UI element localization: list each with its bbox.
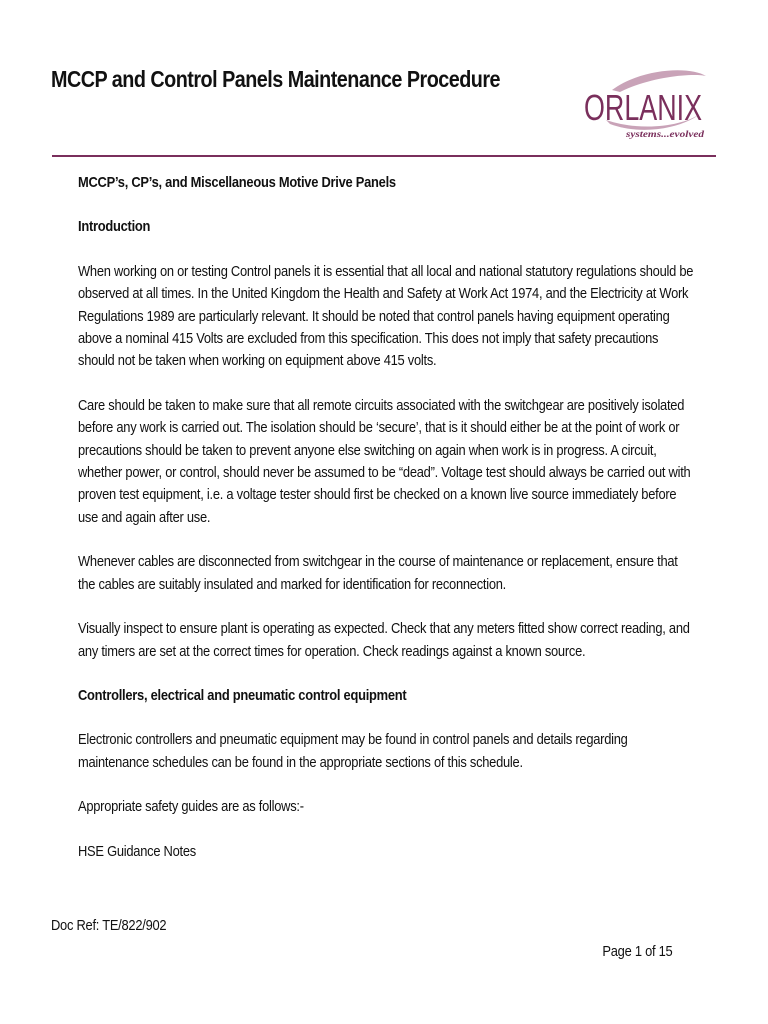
section-heading-controllers: Controllers, electrical and pneumatic control equipment [78, 686, 407, 704]
document-subtitle: MCCP’s, CP’s, and Miscellaneous Motive Drive Panels [78, 174, 396, 191]
document-body [78, 172, 697, 885]
paragraph-visual-inspection: Visually inspect to ensure plant is operating as expected. Check that any meters fitted show correct reading, and any timers are set at the correct times for operation. Check readings against a known source. [78, 620, 690, 660]
paragraph-statutory-regulations: When working on or testing Control panels it is essential that all local and national statutory regulations should be observed at all times. In the United Kingdom the Health and Safety at Work Act 1974, and the Electricity at Work Regulations 1989 are particularly relevant. It should be noted that control panels having equipment operating above a nominal 415 Volts are excluded from this specification. This does not imply that safety precautions should not be taken when working on equipment above 415 volts. [78, 262, 694, 370]
logo-wordmark: ORLANIX [584, 87, 702, 128]
paragraph-safety-guides: Appropriate safety guides are as follows:- [78, 798, 304, 816]
paragraph-cables: Whenever cables are disconnected from switchgear in the course of maintenance or replacement, ensure that the cables are suitably insulated and marked for identification for reconnection. [78, 553, 678, 593]
logo-tagline: systems...evolved [624, 129, 705, 139]
page-title: MCCP and Control Panels Maintenance Procedure [51, 66, 501, 92]
page-number: Page 1 of 15 [601, 943, 672, 960]
header-divider [52, 155, 716, 157]
section-heading-introduction: Introduction [78, 218, 151, 236]
paragraph-hse-guidance: HSE Guidance Notes [78, 842, 196, 860]
doc-reference: Doc Ref: TE/822/902 [51, 917, 167, 934]
orlanix-logo [582, 70, 710, 142]
paragraph-controllers: Electronic controllers and pneumatic equipment may be found in control panels and details regarding maintenance schedules can be found in the appropriate sections of this schedule. [78, 731, 628, 771]
paragraph-isolation: Care should be taken to make sure that all remote circuits associated with the switchgear are positively isolated before any work is carried out. The isolation should be ‘secure’, that is it should either be at the point of work or precautions should be taken to prevent anyone else switching on again when work is in progress. A circuit, whether power, or control, should never be assumed to be “dead”. Voltage test should always be carried out with proven test equipment, i.e. a voltage tester should first be checked on a known live source immediately before use and again after use. [78, 396, 691, 526]
